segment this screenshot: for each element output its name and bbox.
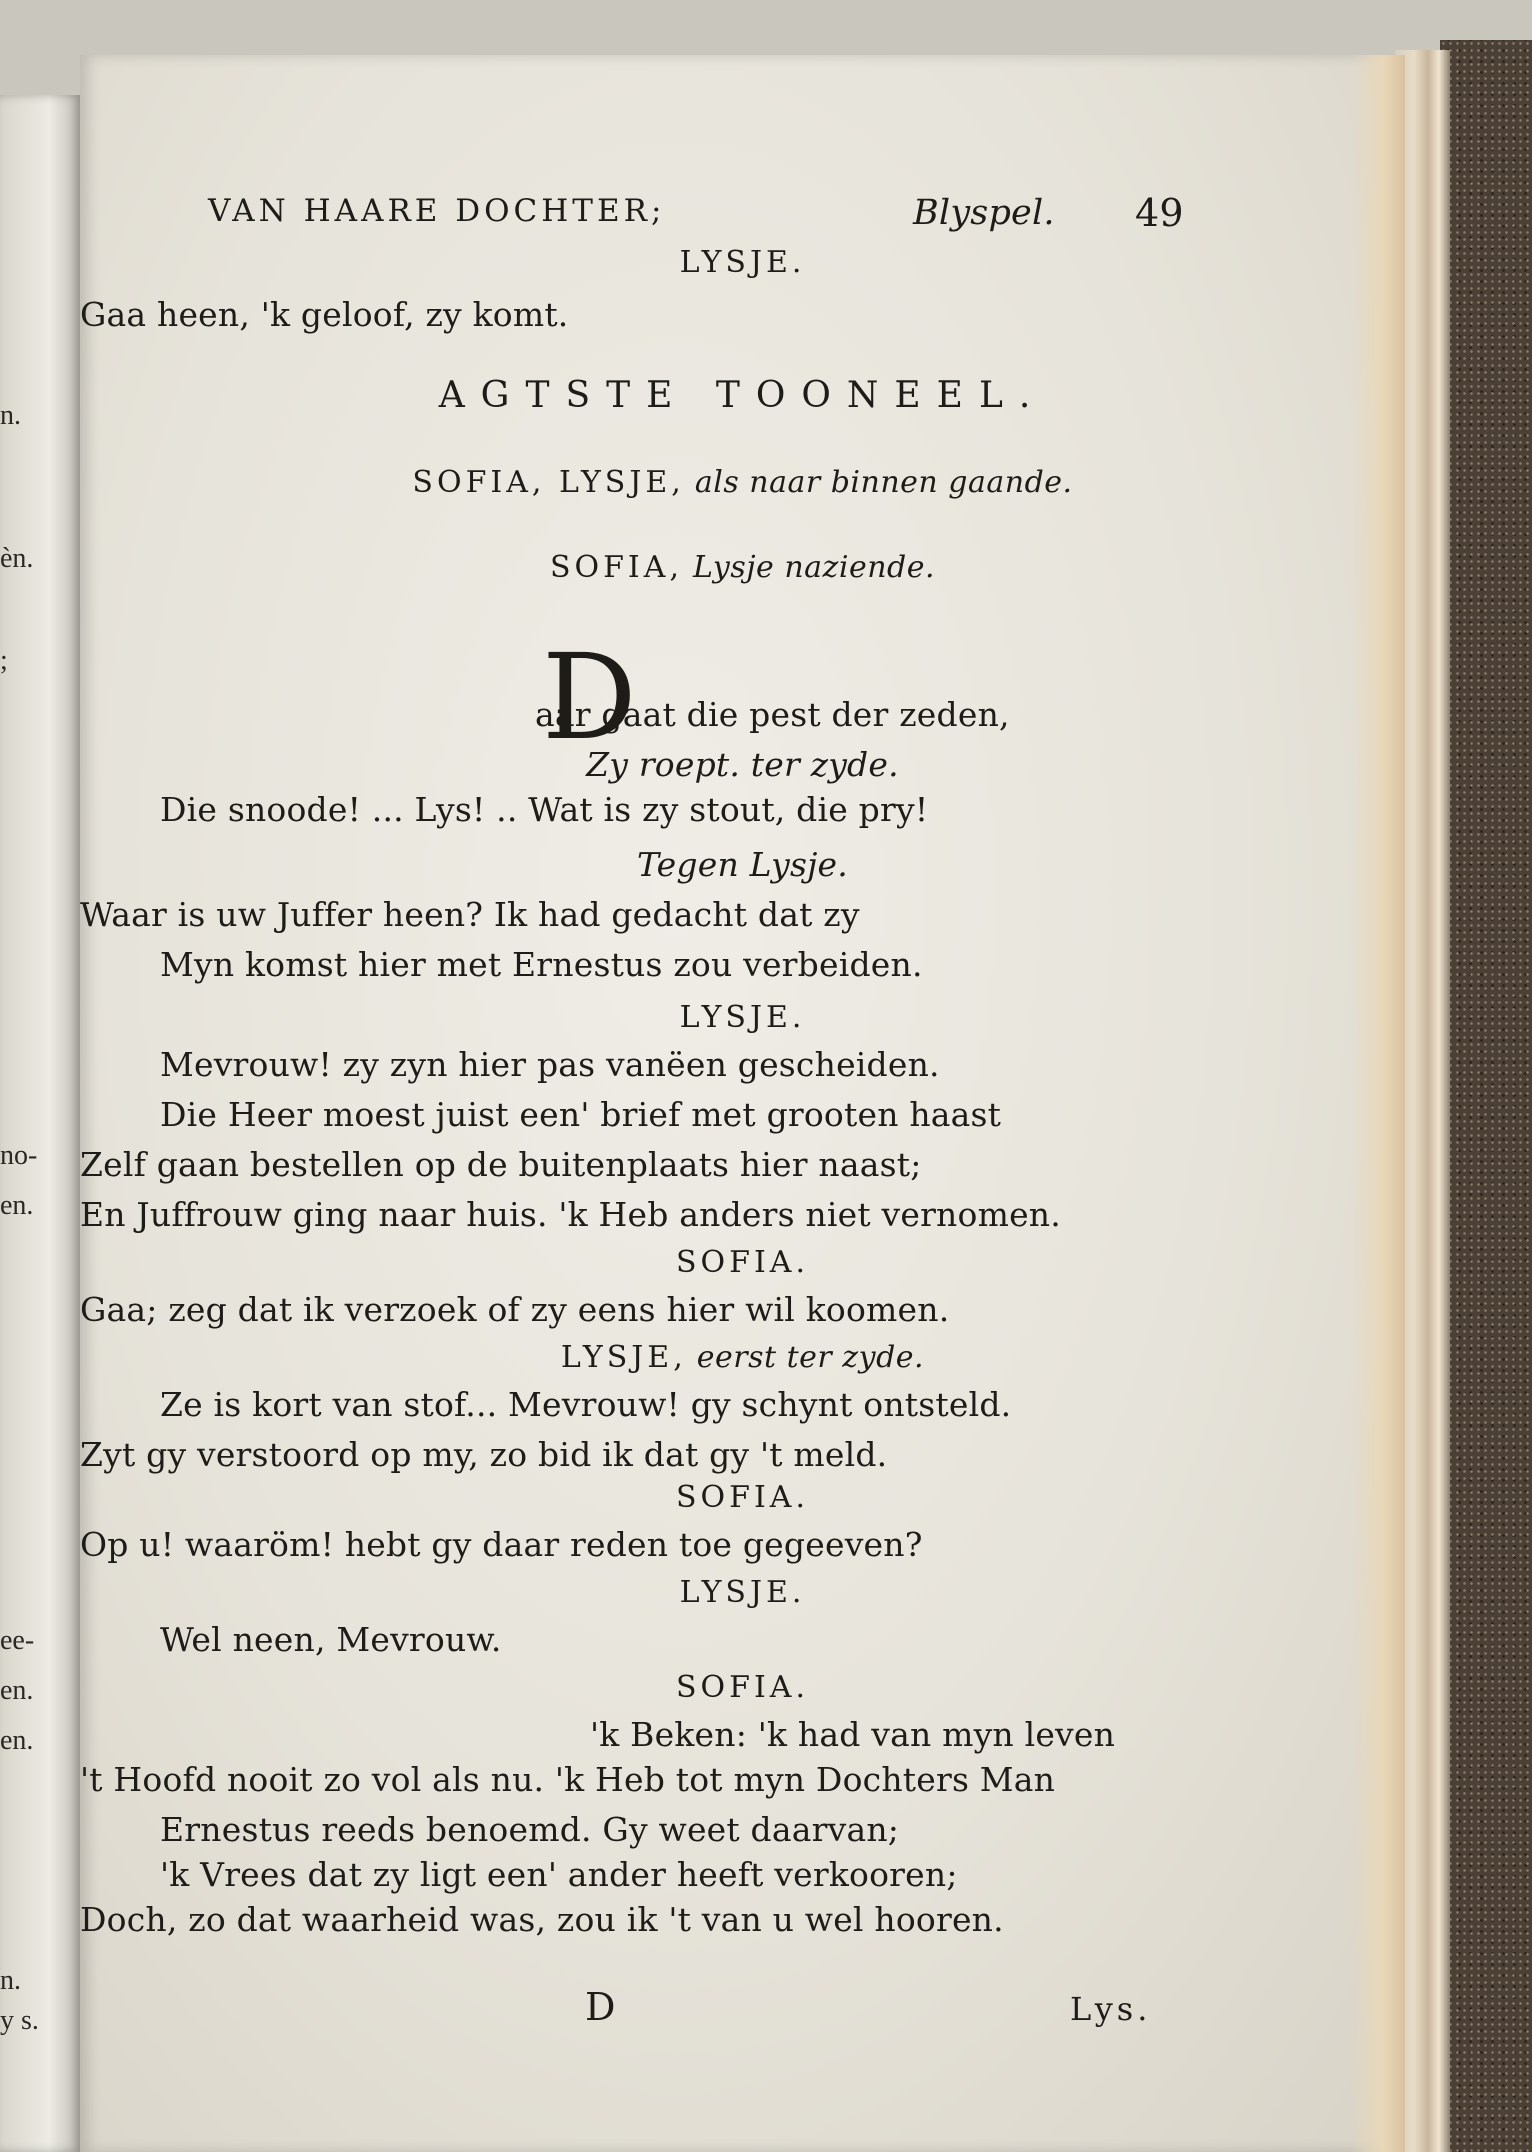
verse-line	[80, 1195, 1061, 1234]
left-fragment: èn.	[0, 543, 34, 574]
line-text: LYSJE.	[679, 1575, 806, 1610]
italic-direction: als naar binnen gaande.	[684, 465, 1073, 500]
verse-line	[80, 1290, 949, 1329]
left-fragment: no-	[0, 1140, 38, 1171]
line-text: Wel neen, Mevrouw.	[160, 1620, 502, 1659]
catchword: Lys.	[1070, 1990, 1152, 2028]
line-text: Ze is kort van stof... Mevrouw! gy schynt ontsteld.	[160, 1385, 1012, 1424]
verse-line	[160, 1855, 958, 1894]
left-fragment: n.	[0, 1965, 21, 1996]
left-page-edge	[0, 95, 82, 2152]
verse-line	[80, 295, 569, 334]
left-fragment: en.	[0, 1725, 34, 1756]
left-fragment: y s.	[0, 2005, 39, 2036]
page-yellowed-edge	[1350, 55, 1405, 2152]
line-text: Zyt gy verstoord op my, zo bid ik dat gy 't meld.	[80, 1435, 888, 1474]
running-title: VAN HAARE DOCHTER;	[208, 193, 666, 229]
line-text: SOFIA, LYSJE,	[412, 465, 685, 500]
line-text: Die snoode! ... Lys! .. Wat is zy stout, die pry!	[160, 790, 929, 829]
line-text: Waar is uw Juffer heen? Ik had gedacht dat zy	[80, 895, 860, 934]
book-page	[80, 55, 1405, 2152]
speaker-heading	[80, 1670, 1405, 1705]
speaker-heading	[80, 1575, 1405, 1610]
verse-line	[80, 1525, 923, 1564]
verse-line	[80, 1900, 1004, 1939]
table-surface	[1440, 40, 1532, 2152]
line-text: Zy roept. ter zyde.	[586, 745, 899, 784]
line-text: Op u! waaröm! hebt gy daar reden toe gegeeven?	[80, 1525, 923, 1564]
verse-line	[160, 1385, 1011, 1424]
line-text: Tegen Lysje.	[637, 845, 848, 884]
speaker-heading	[80, 1480, 1405, 1515]
line-text: LYSJE.	[679, 245, 806, 280]
line-text: En Juffrouw ging naar huis. 'k Heb anders niet vernomen.	[80, 1195, 1061, 1234]
verse-line	[590, 1715, 1115, 1754]
line-text: SOFIA,	[549, 550, 683, 585]
stage-direction	[80, 745, 1405, 784]
line-text: SOFIA.	[675, 1480, 809, 1515]
line-text: 'k Vrees dat zy ligt een' ander heeft verkooren;	[160, 1855, 958, 1894]
verse-line	[160, 945, 923, 984]
line-text: SOFIA.	[675, 1245, 809, 1280]
signature-mark: D	[585, 1985, 616, 2029]
line-text: Zelf gaan bestellen op de buitenplaats hier naast;	[80, 1145, 922, 1184]
left-fragment: ;	[0, 645, 8, 676]
scene-heading	[80, 375, 1405, 416]
left-fragment: en.	[0, 1190, 34, 1221]
italic-direction: eerst ter zyde.	[686, 1340, 925, 1375]
drop-cap: D	[542, 628, 637, 766]
page-number: 49	[1135, 191, 1184, 235]
speaker-heading	[80, 1000, 1405, 1035]
speaker-heading	[80, 1245, 1405, 1280]
line-text: Doch, zo dat waarheid was, zou ik 't van u wel hooren.	[80, 1900, 1004, 1939]
verse-line	[80, 1435, 887, 1474]
verse-line	[80, 1760, 1055, 1799]
line-text: Gaa heen, 'k geloof, zy komt.	[80, 295, 569, 334]
left-fragment: n.	[0, 400, 21, 431]
verse-line	[160, 1810, 899, 1849]
running-genre: Blyspel.	[913, 193, 1055, 233]
stage-direction	[80, 845, 1405, 884]
verse-line	[80, 1145, 922, 1184]
verse-line	[160, 1045, 940, 1084]
verse-line	[80, 895, 860, 934]
verse-line	[160, 1095, 1001, 1134]
line-text: AGTSTE TOONEEL.	[438, 375, 1047, 416]
cast-list	[80, 550, 1405, 585]
line-text: LYSJE,	[560, 1340, 687, 1375]
left-fragment: ee-	[0, 1625, 35, 1656]
line-text: LYSJE.	[679, 1000, 806, 1035]
line-text: Myn komst hier met Ernestus zou verbeiden.	[160, 945, 923, 984]
line-text: Ernestus reeds benoemd. Gy weet daarvan;	[160, 1810, 900, 1849]
verse-line	[160, 1620, 502, 1659]
speaker-heading	[80, 245, 1405, 280]
line-text: 't Hoofd nooit zo vol als nu. 'k Heb tot myn Dochters Man	[80, 1760, 1056, 1799]
left-fragment: en.	[0, 1675, 34, 1706]
speaker-heading	[80, 1340, 1405, 1375]
italic-direction: Lysje naziende.	[682, 550, 936, 585]
cast-list	[80, 465, 1405, 500]
line-text: aar gaat die pest der zeden,	[535, 695, 1010, 734]
line-text: 'k Beken: 'k had van myn leven	[590, 1715, 1116, 1754]
verse-line	[160, 790, 928, 829]
line-text: Mevrouw! zy zyn hier pas vanëen gescheiden.	[160, 1045, 940, 1084]
verse-line	[535, 695, 1010, 734]
line-text: Die Heer moest juist een' brief met grooten haast	[160, 1095, 1002, 1134]
line-text: SOFIA.	[675, 1670, 809, 1705]
line-text: Gaa; zeg dat ik verzoek of zy eens hier wil koomen.	[80, 1290, 950, 1329]
